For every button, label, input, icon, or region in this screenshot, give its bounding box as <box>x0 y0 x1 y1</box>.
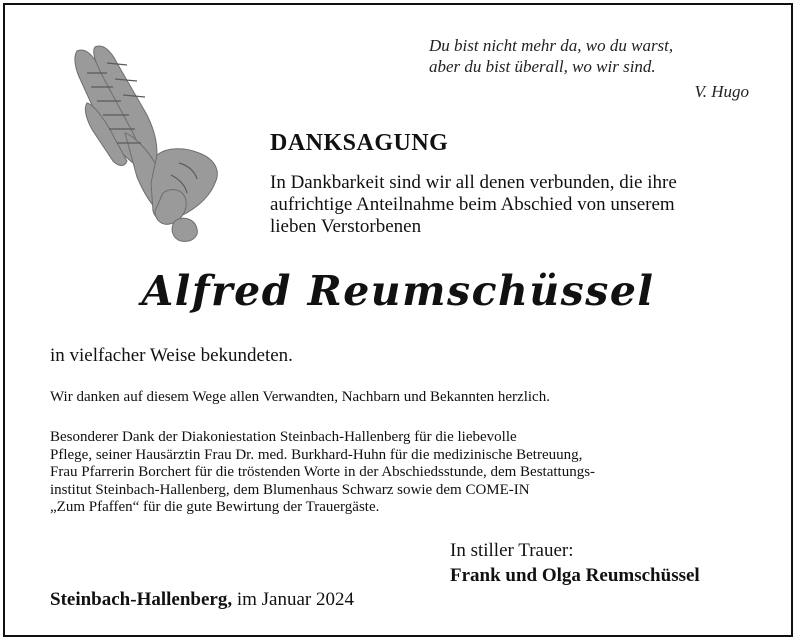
quote-line-1: Du bist nicht mehr da, wo du warst, <box>429 36 674 55</box>
obituary-notice <box>3 3 793 637</box>
special-thanks-line: Besonderer Dank der Diakoniestation Steinbach-Hallenberg für die liebevolle <box>50 429 517 445</box>
thanks-line: Wir danken auf diesem Wege allen Verwandten, Nachbarn und Bekannten herzlich. <box>50 389 550 405</box>
after-name-text: in vielfacher Weise bekundeten. <box>50 345 293 366</box>
intro-line: lieben Verstorbenen <box>270 216 422 237</box>
mourning-label: In stiller Trauer: <box>450 540 574 561</box>
special-thanks-line: Pflege, seiner Hausärztin Frau Dr. med. Burkhard-Huhn für die medizinische Betreuung, <box>50 446 583 463</box>
page-title: DANKSAGUNG <box>270 130 449 156</box>
place-date <box>50 589 354 611</box>
quote-block <box>429 35 749 102</box>
special-thanks <box>50 429 750 517</box>
family-names: Frank und Olga Reumschüssel <box>450 565 700 586</box>
special-thanks-line: Frau Pfarrerin Borchert für die tröstenden Worte in der Abschiedsstunde, dem Bestattungs- <box>50 464 596 480</box>
quote-line-2: aber du bist überall, wo wir sind. <box>429 57 656 76</box>
praying-hands-icon <box>67 43 227 243</box>
special-thanks-line: „Zum Pfaffen“ für die gute Bewirtung der Trauergäste. <box>50 499 380 515</box>
mourning-signature <box>450 538 700 588</box>
intro-line: aufrichtige Anteilnahme beim Abschied von unserem <box>270 194 675 215</box>
intro-text <box>270 172 770 238</box>
place-city: Steinbach-Hallenberg, <box>50 589 233 610</box>
place-date-text: im Januar 2024 <box>232 589 354 610</box>
deceased-name: Alfred Reumschüssel <box>141 267 655 315</box>
quote-author: V. Hugo <box>694 82 749 101</box>
special-thanks-line: institut Steinbach-Hallenberg, dem Blumenhaus Schwarz sowie dem COME-IN <box>50 481 530 498</box>
intro-line: In Dankbarkeit sind wir all denen verbunden, die ihre <box>270 172 677 193</box>
